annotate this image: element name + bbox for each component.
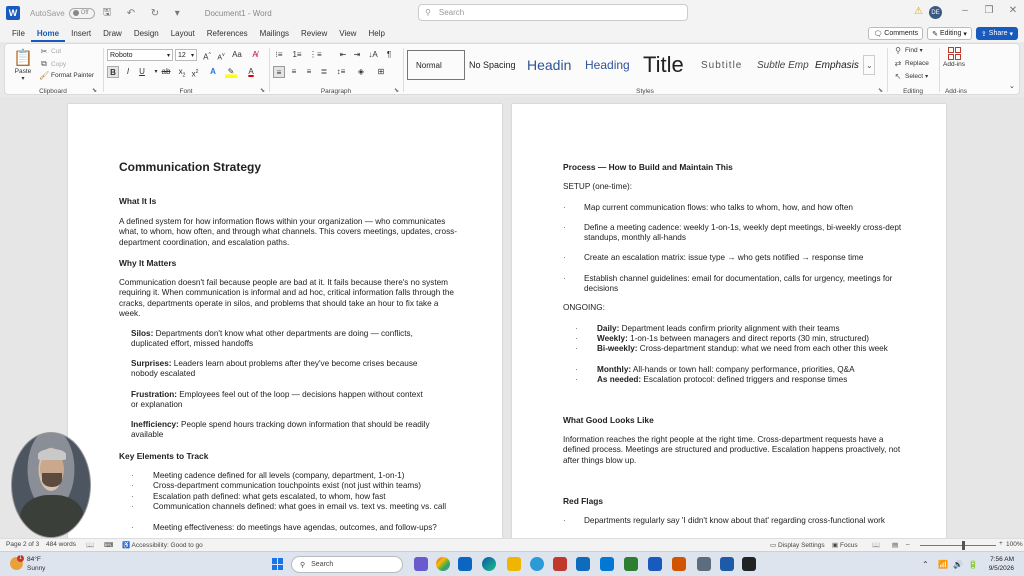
addins-group-label: Add-ins: [944, 88, 968, 95]
styles-gallery: [407, 49, 875, 81]
section-heading: Why It Matters: [119, 258, 177, 268]
minimize-icon[interactable]: –: [962, 5, 968, 16]
line-spacing-icon[interactable]: ↕≡: [336, 67, 346, 76]
tab-view[interactable]: View: [339, 29, 357, 38]
shrink-font-icon[interactable]: $A^v$: [217, 52, 225, 62]
edge-icon[interactable]: [482, 557, 496, 571]
editing-group-label: Editing: [903, 88, 923, 95]
styles-more-icon[interactable]: ⌄: [863, 55, 875, 75]
office-icon[interactable]: [553, 557, 567, 571]
weather-condition[interactable]: Sunny: [27, 565, 46, 572]
search-placeholder: Search: [438, 8, 465, 17]
section-heading: Key Elements to Track: [119, 451, 209, 461]
store-icon[interactable]: [576, 557, 590, 571]
zoom-slider-track[interactable]: [920, 545, 996, 546]
tab-help[interactable]: Help: [368, 29, 385, 38]
change-case-icon[interactable]: Aa: [232, 50, 242, 59]
customize-quick-access-icon[interactable]: ▾: [174, 7, 180, 19]
chevron-down-icon: ▾: [190, 52, 194, 59]
tab-file[interactable]: File: [12, 29, 25, 38]
list-item: Frustration: Employees feel out of the loop — decisions happen without context or explanation: [131, 390, 423, 410]
title-bar: [0, 0, 1024, 26]
document-title: Document1 - Word: [204, 8, 272, 18]
sort-icon[interactable]: ↓A: [368, 50, 378, 59]
word-taskbar-icon[interactable]: [648, 557, 662, 571]
display-icon: ▭: [770, 542, 777, 549]
find-button[interactable]: ⚲ Find ▾: [893, 46, 923, 55]
font-group: [103, 44, 269, 96]
windows-start-icon[interactable]: [272, 558, 284, 570]
tab-home[interactable]: Home: [31, 26, 65, 42]
restore-icon[interactable]: ❐: [984, 5, 994, 16]
zoom-level[interactable]: 100%: [1006, 541, 1023, 548]
battery-icon[interactable]: 🔋: [968, 560, 978, 569]
system-clock[interactable]: [984, 555, 1014, 573]
focus-button[interactable]: ▣ Focus: [832, 542, 858, 549]
dialog-launcher-icon[interactable]: ⬊: [877, 88, 883, 94]
tab-design[interactable]: Design: [133, 29, 159, 38]
styles-group-label: Styles: [636, 88, 654, 95]
copy-icon: ⧉: [41, 59, 47, 68]
settings-app-icon[interactable]: [720, 557, 734, 571]
redo-icon[interactable]: ↻: [150, 7, 160, 19]
focus-icon: ▣: [832, 542, 839, 549]
taskbar: [0, 551, 1024, 576]
paragraph: Communication doesn't fail because people are bad at it. It fails because there's no system requiring it. When communication is informal and ad hoc, critical information falls through the cracks, departments operate in silos, and problems that should take an hour to fix take a week.: [119, 278, 454, 319]
dialog-launcher-icon[interactable]: ⬊: [259, 88, 265, 94]
cut-button[interactable]: ✂ Cut: [40, 47, 62, 56]
paragraph-group-label: Paragraph: [320, 88, 352, 95]
proofing-icon[interactable]: 📖: [86, 542, 95, 549]
select-button[interactable]: ↖ Select ▾: [894, 72, 929, 81]
tab-layout[interactable]: Layout: [170, 29, 195, 38]
ribbon-home: [4, 43, 1020, 95]
zoom-in-icon[interactable]: +: [999, 540, 1003, 547]
teams-icon[interactable]: [458, 557, 472, 571]
tab-references[interactable]: References: [206, 29, 248, 38]
ribbon-tabs: [0, 26, 1024, 42]
borders-icon[interactable]: ⊞: [377, 67, 385, 76]
section-heading: What Good Looks Like: [563, 415, 654, 425]
replace-button[interactable]: ⇄ Replace: [894, 59, 929, 68]
share-icon: ⇪: [980, 30, 987, 38]
font-color-icon[interactable]: A: [248, 67, 254, 76]
style-subtle-emphasis[interactable]: Subtle Emp: [757, 59, 809, 71]
chevron-down-icon: ▾: [21, 76, 25, 82]
section-heading: What It Is: [119, 196, 157, 206]
collapse-ribbon-icon[interactable]: ⌄: [1009, 83, 1015, 90]
search-icon: ⚲: [425, 8, 431, 17]
print-layout-icon[interactable]: ▤: [892, 542, 899, 549]
accessibility-status[interactable]: ♿ Accessibility: Good to go: [122, 542, 203, 549]
dialog-launcher-icon[interactable]: ⬊: [393, 88, 399, 94]
dialog-launcher-icon[interactable]: ⬊: [91, 88, 97, 94]
paragraph-group: [269, 44, 403, 96]
style-subtitle[interactable]: Subtitle: [701, 59, 743, 71]
save-icon[interactable]: 🖫: [102, 6, 112, 18]
style-heading-2[interactable]: Heading: [585, 58, 630, 72]
autosave-label: AutoSave: [30, 8, 65, 18]
underline-icon[interactable]: U: [139, 67, 145, 76]
webcam-overlay: [11, 432, 91, 538]
list-item: Silos: Departments don't know what other departments are doing — conflicts, duplicated effort, missed handoffs: [131, 329, 413, 349]
cursor-icon: ↖: [894, 72, 902, 81]
style-heading-1[interactable]: Headin: [527, 57, 572, 73]
file-explorer-icon[interactable]: [507, 557, 521, 571]
autosave-toggle[interactable]: Off: [69, 8, 95, 19]
volume-icon[interactable]: 🔊: [953, 560, 963, 569]
section-heading: Process — How to Build and Maintain This: [563, 162, 733, 172]
style-no-spacing[interactable]: No Spacing: [469, 60, 516, 70]
paragraph: A defined system for how information flows within your organization — who communicates what, to whom, how often, and through what channels. This covers meetings, updates, cross-department coordination, and escalation paths.: [119, 217, 457, 247]
document-canvas[interactable]: [0, 97, 1024, 538]
weather-temperature[interactable]: 84°F: [27, 556, 41, 563]
chevron-down-icon: ▾: [166, 52, 170, 59]
addins-button[interactable]: Add-ins: [943, 47, 965, 68]
tray-chevron-icon[interactable]: ⌃: [922, 560, 929, 569]
status-bar: [0, 538, 1024, 551]
network-icon[interactable]: 📶: [938, 560, 948, 569]
app-icon[interactable]: [697, 557, 711, 571]
paste-button[interactable]: 📋 Paste ▾: [13, 50, 33, 82]
tab-draw[interactable]: Draw: [103, 29, 122, 38]
word-logo-icon: W: [6, 6, 20, 20]
excel-icon[interactable]: [624, 557, 638, 571]
clock-time: 7:56 AM: [990, 556, 1014, 563]
title-search-box[interactable]: [418, 4, 688, 21]
addins-grid-icon: [948, 47, 961, 60]
paragraph: Information reaches the right people at the right time. Cross-department requests have a defined process. Meetings are structured and productive. Escalation happens proactively, not after things blow up.: [563, 435, 901, 465]
tab-insert[interactable]: Insert: [71, 29, 92, 38]
account-avatar[interactable]: DE: [929, 6, 942, 19]
tab-review[interactable]: Review: [301, 29, 328, 38]
scissors-icon: ✂: [40, 47, 48, 56]
comment-icon: 🗨: [873, 30, 883, 38]
grow-font-icon[interactable]: A^: [203, 52, 211, 62]
clipboard-group-label: Clipboard: [39, 88, 67, 95]
snipping-tool-icon[interactable]: [742, 557, 756, 571]
shading-icon[interactable]: ◈: [357, 67, 365, 76]
undo-icon[interactable]: ↶: [126, 7, 136, 19]
close-icon[interactable]: ✕: [1008, 5, 1018, 16]
copy-button[interactable]: ⧉ Copy: [39, 59, 66, 69]
page-title: Communication Strategy: [119, 160, 262, 174]
numbering-icon[interactable]: 1≡: [292, 50, 302, 59]
track-changes-icon[interactable]: ⌨: [104, 542, 114, 549]
font-group-label: Font: [179, 88, 193, 95]
clock-date: 9/5/2026: [988, 565, 1014, 572]
search-icon: ⚲: [300, 561, 306, 569]
clear-formatting-icon[interactable]: A̸: [252, 50, 258, 59]
chevron-down-icon: ▾: [963, 30, 967, 38]
page-count[interactable]: Page 2 of 3: [6, 541, 40, 548]
zoom-out-icon[interactable]: –: [906, 541, 910, 548]
section-heading: Red Flags: [563, 496, 604, 506]
subsection-label: ONGOING:: [563, 303, 605, 312]
style-normal[interactable]: Normal: [407, 50, 465, 80]
chevron-down-icon: ▾: [925, 74, 929, 80]
share-button[interactable]: ⇪ Share ▾: [976, 27, 1018, 40]
tab-mailings[interactable]: Mailings: [259, 29, 290, 38]
list-item: Surprises: Leaders learn about problems after they've become crises because nobody escalated: [131, 359, 418, 379]
editing-mode-button[interactable]: ✎ Editing ▾: [927, 27, 972, 40]
justify-icon[interactable]: ≣: [320, 67, 328, 76]
font-family-dropdown[interactable]: Roboto ▾: [107, 49, 173, 61]
subscript-icon[interactable]: $x_2$: [178, 67, 186, 79]
increase-indent-icon[interactable]: ⇥: [353, 50, 361, 59]
notification-badge: 1: [17, 555, 24, 562]
style-emphasis[interactable]: Emphasis: [815, 59, 859, 71]
chrome-icon[interactable]: [436, 557, 450, 571]
chevron-down-icon: ▾: [1009, 30, 1013, 38]
strikethrough-icon[interactable]: ab: [161, 67, 171, 76]
paste-icon: 📋: [13, 50, 33, 67]
display-settings-button[interactable]: ▭ Display Settings: [770, 542, 825, 549]
style-title[interactable]: Title: [643, 52, 684, 77]
text-effects-icon[interactable]: A: [210, 67, 216, 76]
bullets-icon[interactable]: ⁝≡: [275, 50, 283, 59]
subsection-label: SETUP (one-time):: [563, 182, 633, 191]
warning-icon[interactable]: ⚠: [914, 6, 923, 17]
task-view-icon[interactable]: [414, 557, 428, 571]
editing-group: [887, 44, 939, 96]
align-center-icon[interactable]: ≡: [291, 67, 297, 76]
align-right-icon[interactable]: ≡: [306, 67, 312, 76]
addins-group: [939, 44, 973, 96]
italic-icon[interactable]: I: [126, 67, 130, 76]
outlook-icon[interactable]: [600, 557, 614, 571]
decrease-indent-icon[interactable]: ⇤: [339, 50, 347, 59]
taskbar-search[interactable]: ⚲ Search: [291, 556, 403, 573]
superscript-icon[interactable]: $x^2$: [191, 69, 199, 79]
browser-icon[interactable]: [530, 557, 544, 571]
read-mode-icon[interactable]: 📖: [872, 542, 881, 549]
document-page[interactable]: Communication Strategy What It Is A defined system for how information flows within your organization — who communicates what, to whom, how often, and through what channels. This covers meetings, updates, cross-department coordination, and escalation paths. Why It Matters Communication doesn't fail because people are bad at it. It fails because there's no system requiring it. When communication is informal and ad hoc, critical information falls through the cracks, departments operate in silos, and problems that should take an hour to fix take a week. Silos: Departments don't know what other departments are doing — conflicts, duplicated effort, missed handoffs Surprises: Leaders learn about problems after they've become crises because nobody escalated Frustration: Employees feel out of the loop — decisions happen without context or explanation Inefficiency: People spend hours tracking down information that should be readily available Key Elements to Track · Meeting cadence defined for all levels (company, department, 1-on-1) · Cross-department communication touchpoints exist (not just within teams) · Escalation path defined: what gets escalated, to whom, how fast · Communication channels defined: what goes in email vs. text vs. meeting vs. call · Meeting effectiveness: do meetings have agendas, outcomes, and follow-ups?: [68, 104, 502, 538]
accessibility-icon: ♿: [122, 542, 131, 549]
replace-icon: ⇄: [894, 59, 902, 68]
document-page[interactable]: Process — How to Build and Maintain This SETUP (one-time): · Map current communication flows: who talks to whom, how, and how often · Define a meeting cadence: weekly 1-on-1s, weekly dept meetings, bi-weekly cross-dept standups, monthly all-hands · Create an escalation matrix: issue type → who gets notified → response time · Establish channel guidelines: email for documentation, calls for urgency, meetings for decisions ONGOING: · Daily: Department leads confirm priority alignment with their teams · Weekly: 1-on-1s between managers and direct reports (30 min, structured) · Bi-weekly: Cross-department standup: what we need from each other this week · Monthly: All-hands or town hall: company performance, priorities, Q&A · As needed: Escalation protocol: defined triggers and response times What Good Looks Like Information reaches the right people at the right time. Cross-department requests have a defined process. Meetings are structured and productive. Escalation happens proactively, not after things blow up. Red Flags · Departments regularly say 'I didn't know about that' regarding cross-functional work: [512, 104, 946, 538]
word-count[interactable]: 484 words: [46, 541, 76, 548]
chevron-down-icon: ▾: [919, 48, 923, 54]
list-item: Inefficiency: People spend hours tracking down information that should be readily available: [131, 420, 430, 440]
multilevel-list-icon[interactable]: ⋮≡: [309, 50, 322, 59]
align-left-icon[interactable]: ≡: [273, 66, 285, 78]
highlight-icon[interactable]: ✎: [225, 66, 237, 78]
comments-button[interactable]: 🗨 Comments: [868, 27, 923, 40]
clipboard-group: [5, 44, 101, 96]
format-painter-button[interactable]: 🖌 Format Painter: [39, 71, 94, 80]
zoom-slider-thumb[interactable]: [962, 541, 965, 550]
bold-icon[interactable]: B: [107, 66, 119, 78]
pencil-icon: ✎: [932, 30, 938, 38]
paintbrush-icon: 🖌: [39, 71, 50, 80]
powerpoint-icon[interactable]: [672, 557, 686, 571]
chevron-down-icon[interactable]: ▾: [154, 69, 158, 75]
font-size-dropdown[interactable]: 12 ▾: [175, 49, 197, 61]
pilcrow-icon[interactable]: ¶: [386, 50, 392, 59]
search-icon: ⚲: [895, 46, 901, 55]
